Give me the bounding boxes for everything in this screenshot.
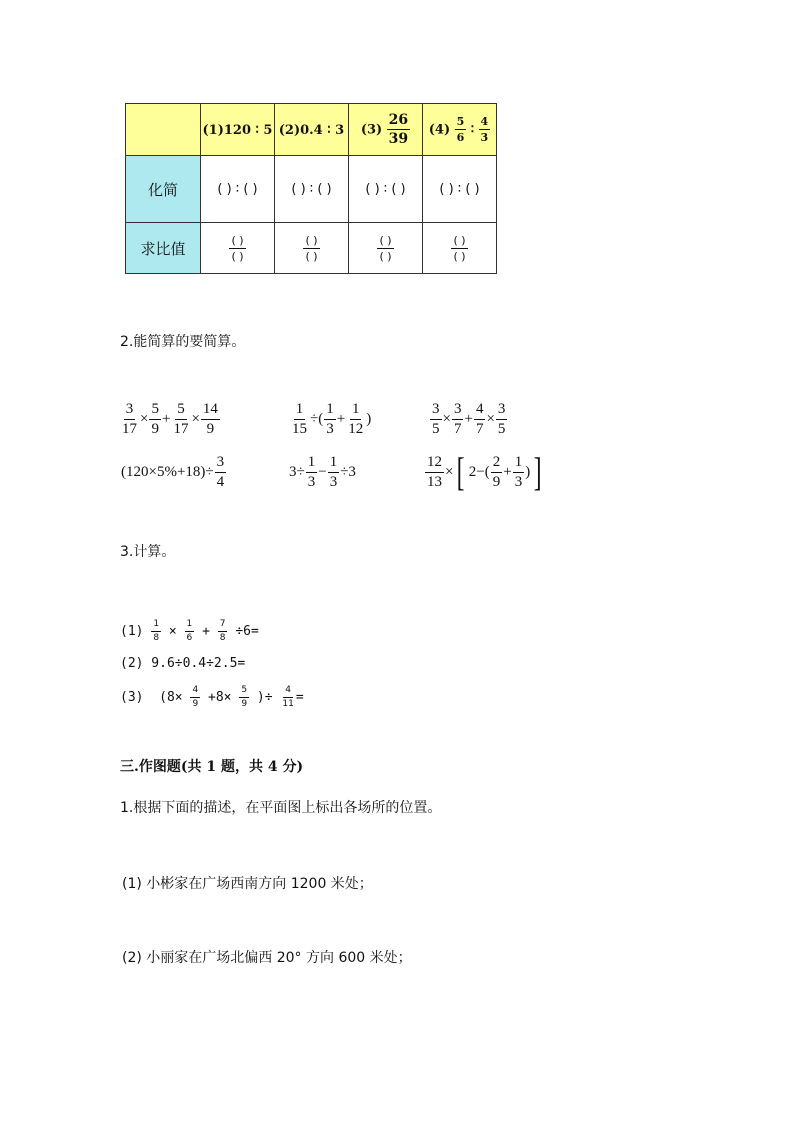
expression-2-2: $\frac{1}{15}$ ÷( $\frac{1}{3}$ + $\frac{1}{12}$ ) bbox=[292, 401, 372, 437]
fraction: $\frac{26}{39}$ bbox=[388, 112, 409, 147]
fraction: $\frac{3}{4}$ bbox=[216, 454, 225, 490]
fraction: $\frac{4}{3}$ bbox=[480, 115, 489, 144]
expression-2-1: $\frac{3}{17}$ × $\frac{5}{9}$ + $\frac{5}{17}$ × $\frac{14}{9}$ bbox=[122, 401, 218, 437]
fraction: $\frac{1}{3}$ bbox=[326, 401, 334, 437]
header-ratio-2: (2)0.4 ∶ 3 bbox=[275, 104, 349, 156]
expression-2-5: 3÷ $\frac{1}{3}$ − $\frac{1}{3}$ ÷3 bbox=[289, 454, 356, 490]
fraction: $\frac{4}{9}$ bbox=[192, 685, 199, 709]
fraction: $\frac{1}{3}$ bbox=[307, 454, 316, 490]
fraction: $\frac{3}{5}$ bbox=[432, 401, 440, 437]
fraction: $\frac{1}{8}$ bbox=[153, 619, 160, 643]
row-label-value: 求比值 bbox=[126, 223, 201, 274]
fraction: $\frac{1}{3}$ bbox=[514, 453, 523, 490]
table-header-row bbox=[126, 104, 497, 156]
fraction: $\frac{1}{12}$ bbox=[348, 401, 364, 437]
fraction: $\frac{3}{7}$ bbox=[453, 401, 462, 437]
fraction: $\frac{12}{13}$ bbox=[427, 453, 442, 490]
fraction: $\frac{5}{9}$ bbox=[151, 401, 159, 437]
section-question-1: 1.根据下面的描述，在平面图上标出各场所的位置。 bbox=[120, 800, 442, 816]
header-ratio-1: (1)120 ∶ 5 bbox=[201, 104, 275, 156]
header-ratio-3: (3) $\frac{26}{39}$ bbox=[349, 104, 423, 156]
expression-2-6: $\frac{12}{13}$ × [ 2−( $\frac{2}{9}$ + $\frac{1}{3}$ ) ] bbox=[427, 449, 542, 494]
row-label-simplify: 化简 bbox=[126, 156, 201, 223]
fraction: $\frac{2}{9}$ bbox=[492, 453, 501, 490]
blank-cell[interactable] bbox=[423, 223, 497, 274]
question-3-title: 3.计算。 bbox=[120, 544, 176, 560]
ratio-table bbox=[125, 103, 497, 274]
section-item-1: (1) 小彬家在广场西南方向 1200 米处； bbox=[122, 876, 373, 892]
expression-2-4: (120×5%+18)÷ $\frac{3}{4}$ bbox=[121, 454, 225, 490]
blank-cell[interactable]: ( ) ∶ ( ) bbox=[275, 156, 349, 223]
fraction: $\frac{1}{3}$ bbox=[329, 454, 338, 490]
table-corner-cell bbox=[126, 104, 201, 156]
blank-fraction: $\frac{( )}{( )}$ bbox=[305, 233, 318, 263]
fraction: $\frac{5}{17}$ bbox=[173, 401, 189, 437]
fraction: $\frac{5}{9}$ bbox=[241, 685, 248, 709]
section-item-2: (2) 小丽家在广场北偏西 20° 方向 600 米处； bbox=[122, 950, 412, 966]
calc-line-3: (3) (8× $\frac{4}{9}$ +8× $\frac{5}{9}$ )÷ $\frac{4}{11}$ = bbox=[120, 685, 304, 709]
fraction: $\frac{4}{7}$ bbox=[475, 401, 484, 437]
table-row-simplify bbox=[126, 156, 497, 223]
fraction: $\frac{3}{17}$ bbox=[122, 401, 137, 437]
blank-cell[interactable] bbox=[275, 223, 349, 274]
blank-cell[interactable] bbox=[201, 223, 275, 274]
fraction: $\frac{1}{6}$ bbox=[186, 619, 193, 643]
blank-cell[interactable]: ( ) ∶ ( ) bbox=[349, 156, 423, 223]
blank-fraction: $\frac{( )}{( )}$ bbox=[379, 233, 392, 263]
table-row-value bbox=[126, 223, 497, 274]
fraction: $\frac{1}{15}$ bbox=[292, 401, 307, 437]
blank-cell[interactable]: ( ) ∶ ( ) bbox=[201, 156, 275, 223]
blank-fraction: $\frac{( )}{( )}$ bbox=[453, 233, 466, 263]
expression-2-3: $\frac{3}{5}$ × $\frac{3}{7}$ + $\frac{4}{7}$ × $\frac{3}{5}$ bbox=[432, 401, 506, 437]
blank-cell[interactable]: ( ) ∶ ( ) bbox=[423, 156, 497, 223]
fraction: $\frac{7}{8}$ bbox=[219, 619, 226, 643]
section-heading: 三.作图题(共 1 题，共 4 分) bbox=[120, 759, 304, 775]
blank-cell[interactable] bbox=[349, 223, 423, 274]
calc-line-2: (2) 9.6÷0.4÷2.5= bbox=[120, 656, 246, 671]
blank-fraction: $\frac{( )}{( )}$ bbox=[231, 233, 244, 263]
fraction: $\frac{5}{6}$ bbox=[456, 115, 465, 144]
fraction: $\frac{14}{9}$ bbox=[202, 401, 218, 437]
header-ratio-4: (4) $\frac{5}{6}$ ∶ $\frac{4}{3}$ bbox=[423, 104, 497, 156]
fraction: $\frac{3}{5}$ bbox=[497, 401, 506, 437]
question-2-title: 2.能简算的要简算。 bbox=[120, 334, 246, 350]
calc-line-1: (1) $\frac{1}{8}$ × $\frac{1}{6}$ + $\frac{7}{8}$ ÷6= bbox=[120, 619, 259, 643]
fraction: $\frac{4}{11}$ bbox=[282, 685, 294, 709]
